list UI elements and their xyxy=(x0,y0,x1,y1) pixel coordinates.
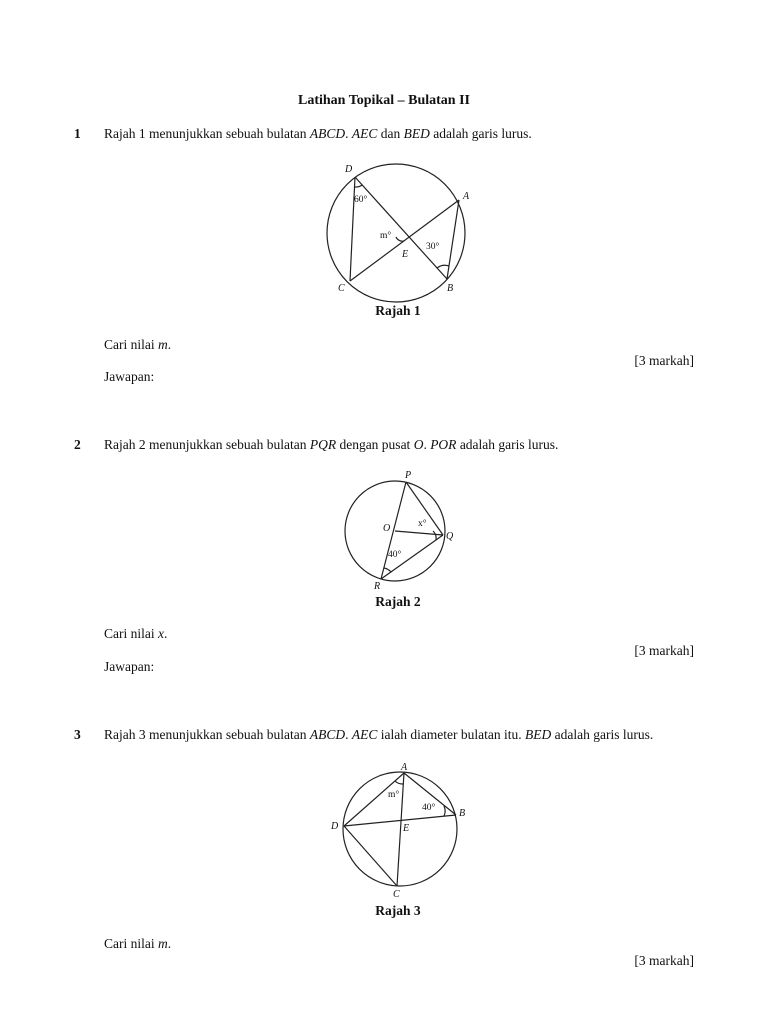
question-2-number: 2 xyxy=(74,437,81,452)
text-part: BED xyxy=(403,126,430,141)
label-p: P xyxy=(405,470,412,481)
label-a: A xyxy=(463,191,470,202)
text-part: . xyxy=(423,437,431,452)
chord-bed xyxy=(344,815,456,826)
text-part: x xyxy=(158,626,164,641)
chord-dc xyxy=(344,826,397,886)
angle-arc-a xyxy=(395,781,403,784)
text-part: Cari nilai xyxy=(104,337,158,352)
label-r: R xyxy=(374,581,381,592)
text-part: . xyxy=(164,626,168,641)
text-part: m xyxy=(158,936,168,951)
angle-label-d: 60° xyxy=(354,195,368,205)
label-a: A xyxy=(401,762,408,773)
label-c: C xyxy=(338,283,345,294)
angle-label-b: 30° xyxy=(426,242,440,252)
text-part: O xyxy=(413,437,424,452)
text-part: m xyxy=(158,337,168,352)
text-part: . xyxy=(345,126,352,141)
text-part: Rajah 1 menunjukkan sebuah bulatan xyxy=(104,126,310,141)
text-part: ABCD xyxy=(309,126,346,141)
text-part: adalah garis lurus. xyxy=(551,727,654,742)
question-3-marks: [3 markah] xyxy=(634,953,694,968)
angle-label-r: 40° xyxy=(388,550,402,560)
text-part: POR xyxy=(430,437,457,452)
label-d: D xyxy=(331,821,339,832)
text-part: adalah garis lurus. xyxy=(429,126,532,141)
angle-arc-b xyxy=(444,806,445,816)
question-2-answer-label: Jawapan: xyxy=(104,659,155,674)
label-b: B xyxy=(447,283,454,294)
text-part: dan xyxy=(377,126,404,141)
angle-label-b: 40° xyxy=(422,803,436,813)
text-part: . xyxy=(167,936,172,951)
caption-rajah-1: Rajah 1 xyxy=(375,303,421,318)
question-1-marks: [3 markah] xyxy=(634,353,694,368)
label-d: D xyxy=(345,164,353,175)
text-part: . xyxy=(167,337,172,352)
text-part: ABCD xyxy=(309,727,346,742)
question-2-marks: [3 markah] xyxy=(634,643,694,658)
question-1-number: 1 xyxy=(74,126,81,141)
text-part: AEC xyxy=(351,126,378,141)
label-e: E xyxy=(402,249,409,260)
text-part: AEC xyxy=(351,727,378,742)
text-part: PQR xyxy=(309,437,337,452)
label-b: B xyxy=(459,808,466,819)
caption-rajah-2: Rajah 2 xyxy=(375,594,421,609)
page-title: Latihan Topikal – Bulatan II xyxy=(298,93,470,108)
question-1-answer-label: Jawapan: xyxy=(104,369,155,384)
caption-rajah-3: Rajah 3 xyxy=(375,903,421,918)
text-part: Rajah 3 menunjukkan sebuah bulatan xyxy=(104,727,310,742)
text-part: ialah diameter bulatan itu. xyxy=(377,727,526,742)
angle-label-a: m° xyxy=(388,790,400,800)
label-q: Q xyxy=(446,531,454,542)
label-c: C xyxy=(393,889,400,900)
angle-label-e: m° xyxy=(380,231,392,241)
label-e: E xyxy=(403,823,410,834)
question-3-number: 3 xyxy=(74,727,81,742)
text-part: BED xyxy=(525,727,552,742)
label-o: O xyxy=(383,523,391,534)
question-3-instruction xyxy=(104,936,171,952)
angle-label-q: x° xyxy=(418,519,427,529)
text-part: Cari nilai xyxy=(104,626,158,641)
text-part: . xyxy=(345,727,352,742)
text-part: Cari nilai xyxy=(104,936,158,951)
text-part: adalah garis lurus. xyxy=(456,437,559,452)
text-part: Rajah 2 menunjukkan sebuah bulatan xyxy=(104,437,310,452)
text-part: dengan pusat xyxy=(336,437,414,452)
